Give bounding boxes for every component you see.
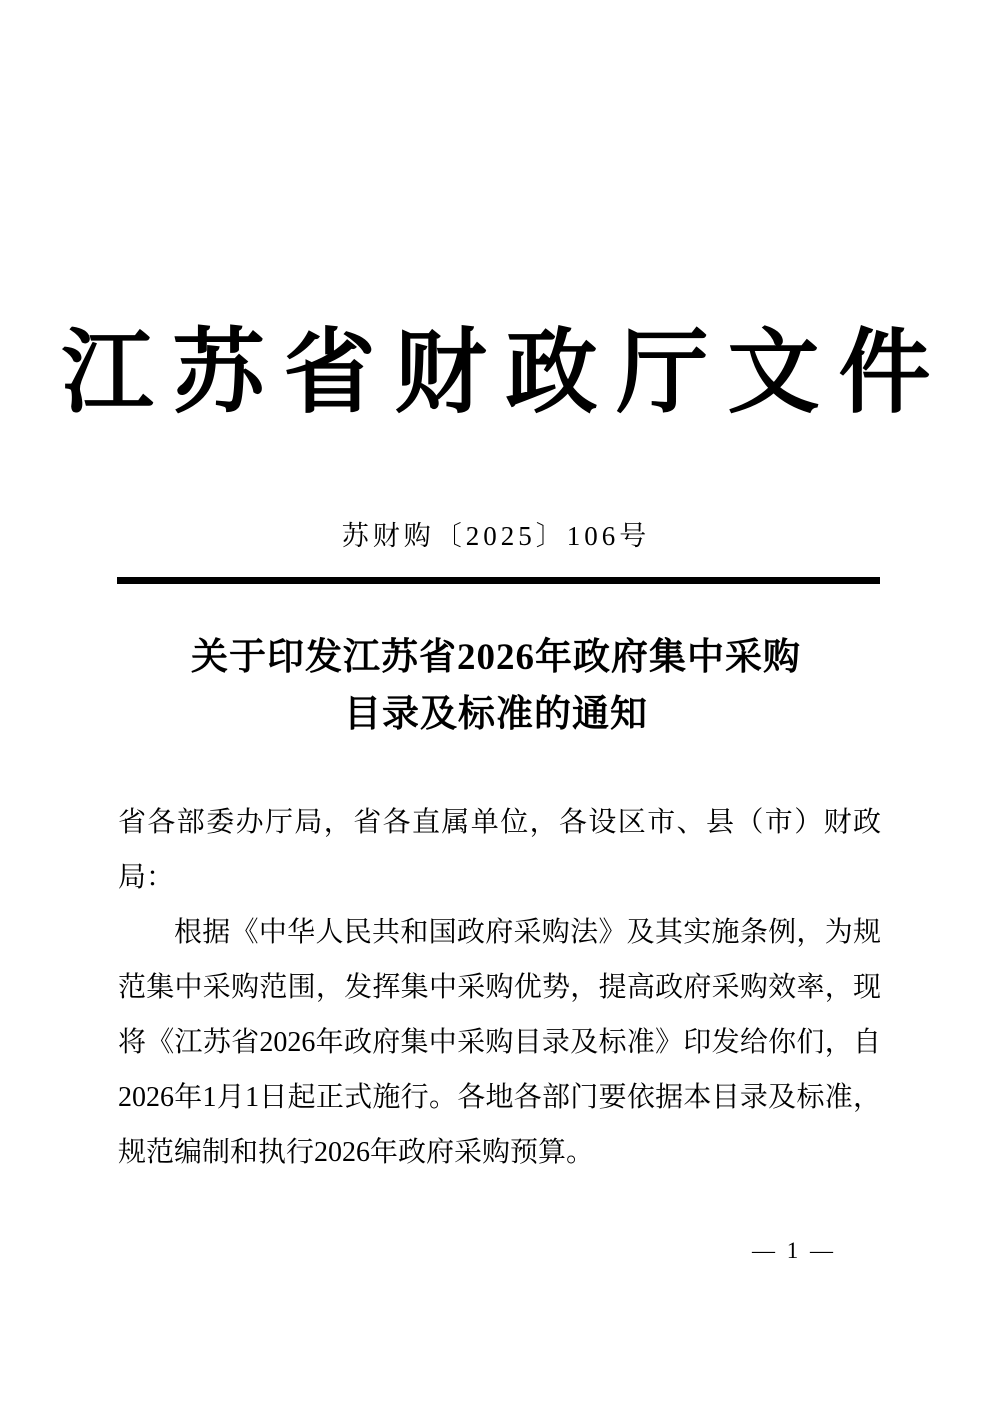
- salutation-line: 省各部委办厅局，省各直属单位，各设区市、县（市）财政局：: [118, 807, 881, 893]
- notice-body: [118, 795, 881, 1180]
- document-number: 苏财购〔2025〕106号: [341, 521, 651, 551]
- letterhead-divider-rule: [117, 577, 880, 584]
- notice-title: [0, 629, 992, 743]
- body-paragraph: 根据《中华人民共和国政府采购法》及其实施条例，为规范集中采购范围，发挥集中采购优势，提高政府采购效率，现将《江苏省2026年政府集中采购目录及标准》印发给你们，自2026年1月1日起正式施行。各地各部门要依据本目录及标准，规范编制和执行2026年政府采购预算。: [118, 917, 881, 1168]
- page-number: — 1 —: [752, 1238, 836, 1263]
- letterhead-title: 江苏省财政厅文件: [61, 322, 950, 424]
- notice-title-line1: 关于印发江苏省2026年政府集中采购: [191, 637, 801, 678]
- notice-title-line2: 目录及标准的通知: [344, 694, 648, 735]
